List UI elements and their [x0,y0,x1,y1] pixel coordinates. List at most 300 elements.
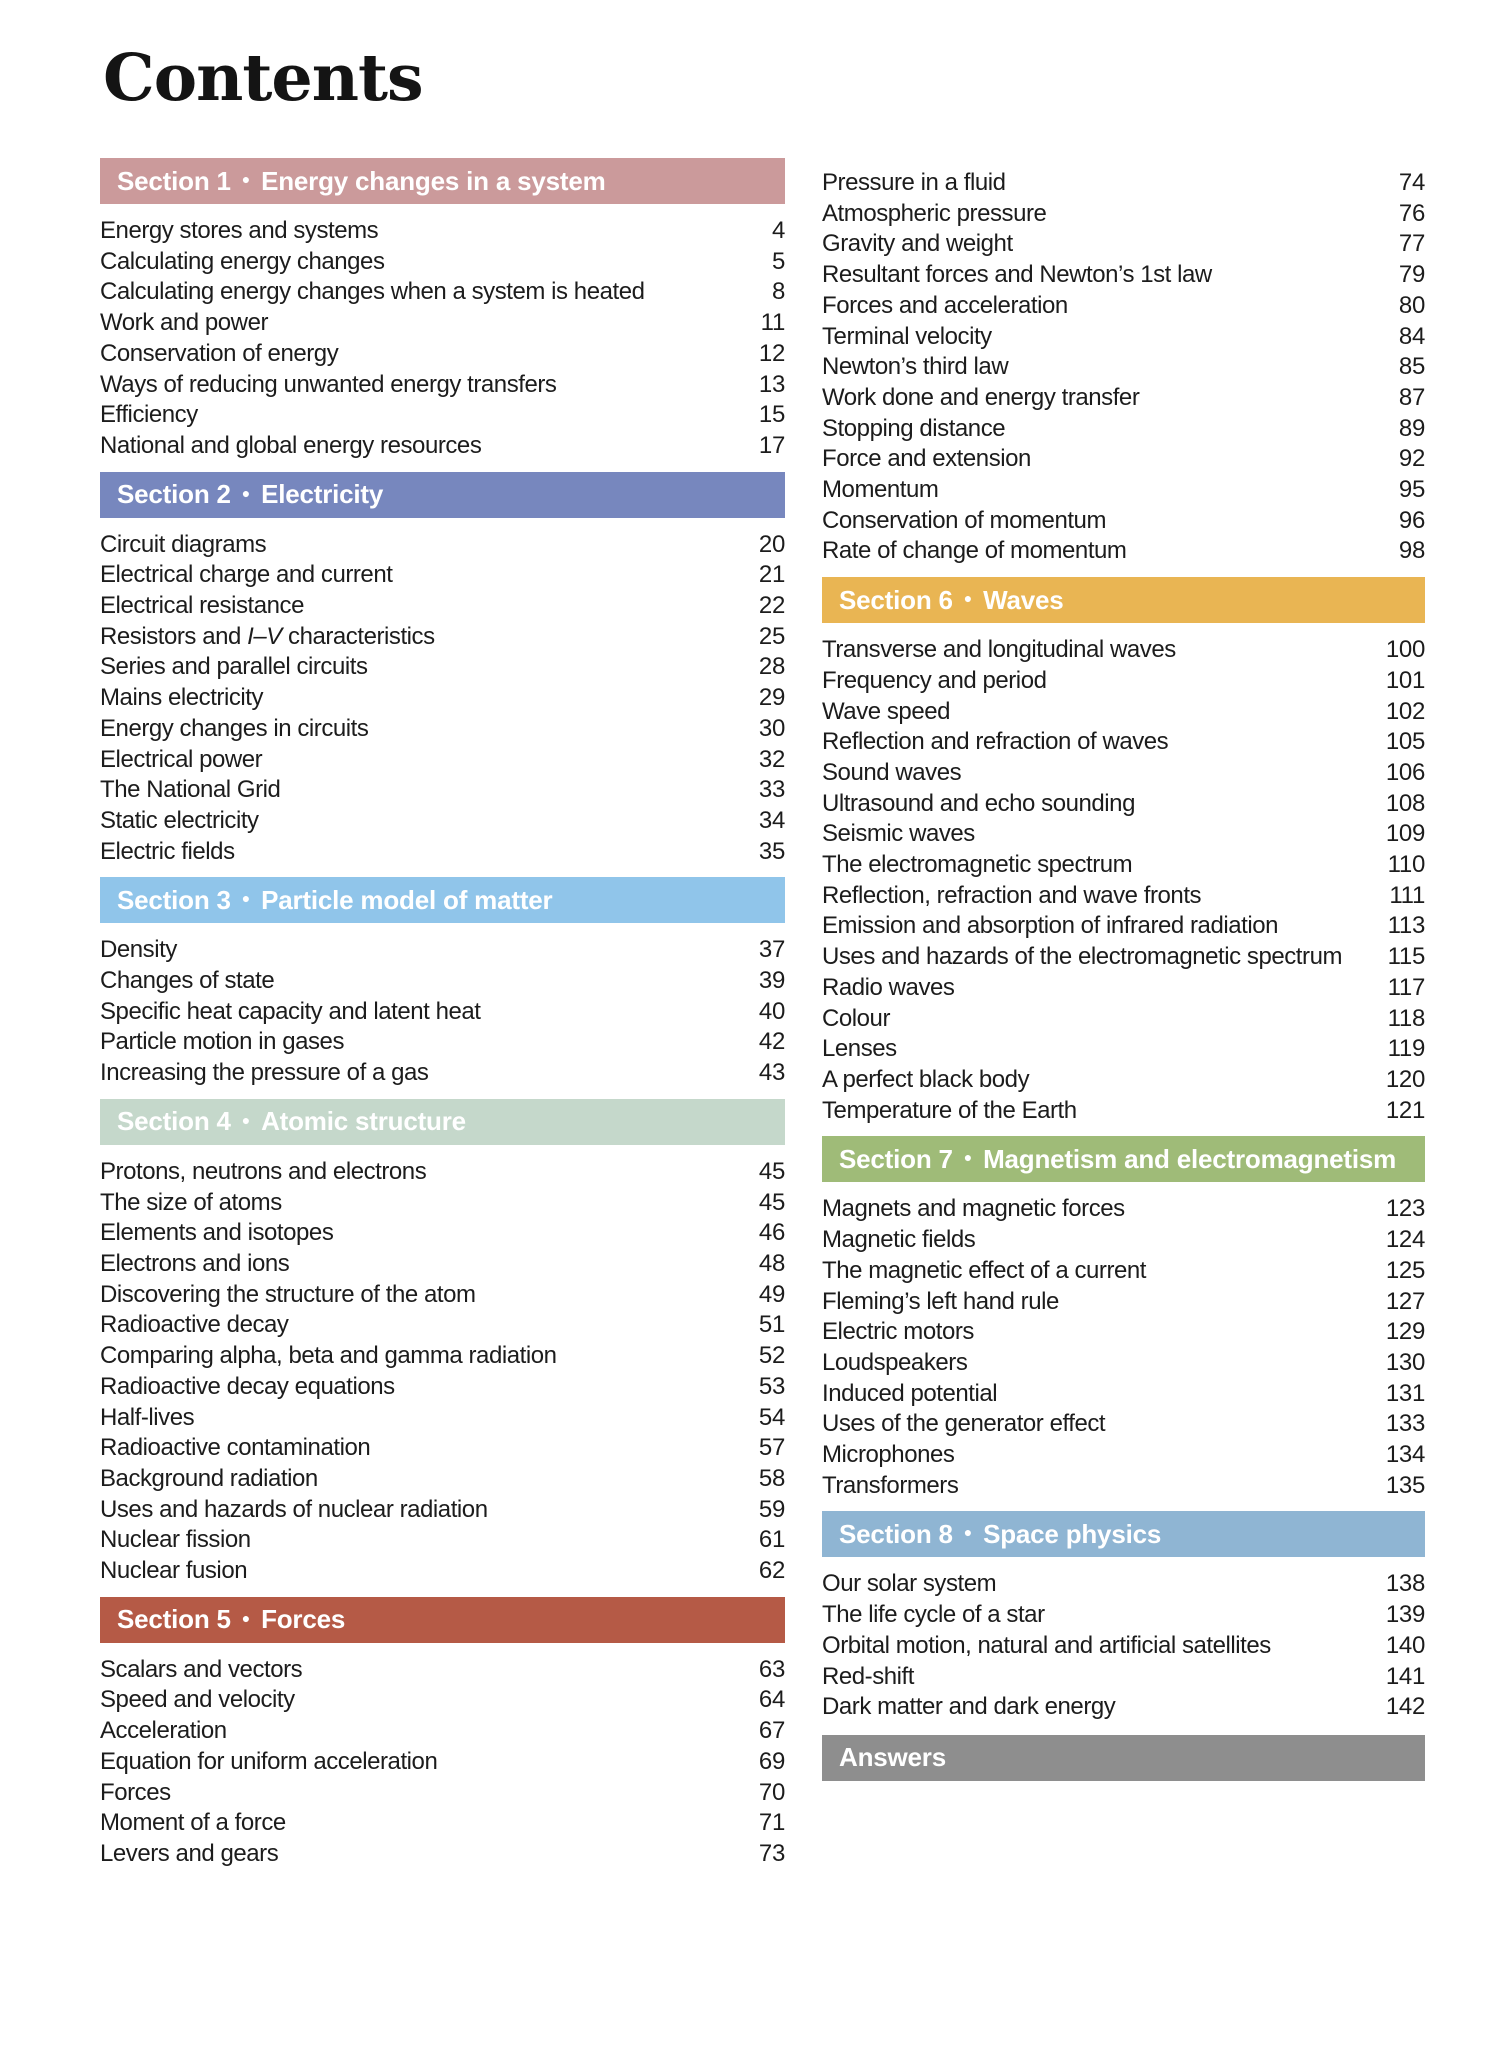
entry-page-number: 53 [758,1372,785,1400]
toc-entry-row [100,1556,785,1587]
toc-entry-row [100,714,785,745]
toc-entry-row [100,1433,785,1464]
section-header [822,1136,1425,1182]
entry-label: Forces [100,1778,171,1806]
entry-label: Work done and energy transfer [822,383,1140,411]
entry-page-number: 73 [758,1839,785,1867]
entry-label: Induced potential [822,1379,998,1407]
entry-page-number: 4 [771,217,785,244]
entry-label: Half-lives [100,1403,195,1431]
toc-section [822,1511,1425,1723]
entry-label: Radioactive decay equations [100,1372,395,1400]
entry-page-number: 45 [758,1188,785,1216]
entry-label: Conservation of momentum [822,506,1106,534]
entry-label: Calculating energy changes when a system is heated [100,278,645,306]
entry-page-number: 63 [758,1655,785,1683]
section-label: Section 6 [839,584,953,615]
toc-entry-row [822,1440,1425,1471]
section-name: Space physics [983,1518,1162,1549]
section-name: Energy changes in a system [261,165,606,196]
entry-page-number: 118 [1387,1004,1425,1032]
toc-entry-row [100,1188,785,1219]
section-entries [100,216,785,462]
toc-entry-row [822,727,1425,758]
toc-entry-row [822,1256,1425,1287]
toc-entry-row [100,370,785,401]
entry-page-number: 125 [1385,1256,1425,1284]
entry-label: Acceleration [100,1717,227,1745]
entry-page-number: 98 [1398,537,1425,565]
toc-entry-row [100,1403,785,1434]
toc-entry-row [822,291,1425,322]
toc-entry-row [822,1034,1425,1065]
entry-page-number: 113 [1387,912,1425,940]
entry-page-number: 30 [758,714,785,742]
section-entries [100,1157,785,1587]
entry-page-number: 12 [758,339,785,367]
section-label: Section 7 [839,1143,953,1174]
toc-section [100,472,785,868]
entry-page-number: 76 [1398,199,1425,227]
entry-page-number: 29 [758,684,785,712]
entry-page-number: 124 [1385,1226,1425,1254]
section-name: Waves [983,584,1064,615]
section-entries [100,530,785,868]
left-column [100,158,785,1870]
toc-entry-row [100,1218,785,1249]
bullet-icon: ● [963,1149,973,1166]
toc-entry-row [100,400,785,431]
entry-page-number: 79 [1398,261,1425,289]
section-label: Section 5 [117,1604,231,1635]
entry-label: Terminal velocity [822,322,992,350]
right-column [822,168,1425,1793]
section-header [100,1597,785,1643]
entry-label: Resistors and I–V characteristics [100,622,435,650]
entry-label: Orbital motion, natural and artificial satellites [822,1631,1271,1659]
toc-entry-row [100,1027,785,1058]
entry-page-number: 11 [760,309,785,337]
entry-label: Temperature of the Earth [822,1096,1077,1124]
entry-page-number: 120 [1385,1065,1425,1093]
entry-page-number: 32 [758,745,785,773]
toc-entry-row [100,216,785,247]
page-title: Contents [103,40,423,116]
entry-label: Energy stores and systems [100,217,379,244]
section-header [822,577,1425,623]
toc-entry-row [100,1716,785,1747]
toc-entry-row [822,1379,1425,1410]
entry-label: Dark matter and dark energy [822,1693,1116,1721]
entry-page-number: 139 [1385,1601,1425,1629]
bullet-icon: ● [241,890,251,907]
entry-label: Resultant forces and Newton’s 1st law [822,261,1212,289]
toc-entry-row [100,1685,785,1716]
section-entries [100,935,785,1089]
toc-section [822,1136,1425,1501]
entry-page-number: 141 [1385,1662,1425,1690]
entry-page-number: 37 [758,936,785,964]
section-label: Section 3 [117,884,231,915]
toc-entry-row [822,229,1425,260]
toc-entry-row [100,1058,785,1089]
entry-label: Uses and hazards of nuclear radiation [100,1495,488,1523]
toc-entry-row [100,935,785,966]
entry-label: Calculating energy changes [100,247,385,275]
toc-entry-row [100,560,785,591]
entry-label: Force and extension [822,445,1031,473]
section-name: Magnetism and electromagnetism [983,1143,1397,1174]
toc-entry-row [822,1631,1425,1662]
entry-label: The magnetic effect of a current [822,1256,1147,1284]
entry-label: Radioactive contamination [100,1434,371,1462]
entry-page-number: 129 [1385,1318,1425,1346]
section-label: Section 4 [117,1106,231,1137]
entry-label: Scalars and vectors [100,1655,303,1683]
entry-label: Radio waves [822,973,955,1001]
entry-label: Wave speed [822,697,951,725]
entry-label: Magnetic fields [822,1226,976,1254]
entry-label: Transformers [822,1471,959,1499]
entry-label: Energy changes in circuits [100,714,369,742]
entry-page-number: 43 [758,1059,785,1087]
entry-label: Density [100,936,177,964]
entry-label: Loudspeakers [822,1348,968,1376]
entry-page-number: 84 [1398,322,1425,350]
toc-entry-row [822,758,1425,789]
entry-page-number: 138 [1385,1570,1425,1598]
toc-entry-row [822,1004,1425,1035]
entry-page-number: 80 [1398,291,1425,319]
toc-entry-row [100,277,785,308]
entry-label: Series and parallel circuits [100,653,368,681]
toc-entry-row [822,1409,1425,1440]
entry-page-number: 77 [1398,230,1425,258]
entry-label: Electrical charge and current [100,561,393,589]
toc-entry-row [822,635,1425,666]
toc-section [100,877,785,1089]
entry-page-number: 105 [1385,728,1425,756]
toc-entry-row [100,1280,785,1311]
entry-page-number: 111 [1389,881,1425,909]
entry-label: Seismic waves [822,820,975,848]
toc-entry-row [822,1225,1425,1256]
toc-entry-row [100,837,785,868]
toc-entry-row [822,168,1425,199]
section-entries [822,635,1425,1126]
entry-page-number: 85 [1398,353,1425,381]
toc-entry-row [822,1692,1425,1723]
answers-label: Answers [839,1742,946,1773]
entry-label: Electric motors [822,1318,974,1346]
entry-label: National and global energy resources [100,431,482,459]
answers-header [822,1735,1425,1781]
toc-entry-row [100,339,785,370]
entry-page-number: 42 [758,1028,785,1056]
entry-label: Mains electricity [100,684,264,712]
toc-entry-row [100,1495,785,1526]
entry-page-number: 34 [758,806,785,834]
toc-entry-row [100,966,785,997]
toc-section [100,1099,785,1587]
entry-label: Uses and hazards of the electromagnetic spectrum [822,943,1343,971]
toc-entry-row [100,1310,785,1341]
section-name: Forces [261,1604,346,1635]
toc-entry-row [100,530,785,561]
entry-label: Nuclear fusion [100,1557,248,1585]
entry-label: Electric fields [100,837,235,865]
entry-page-number: 102 [1385,697,1425,725]
toc-entry-row [100,652,785,683]
forces-continued-entries [822,168,1425,567]
entry-label: Uses of the generator effect [822,1410,1106,1438]
toc-entry-row [100,247,785,278]
toc-entry-row [822,881,1425,912]
toc-entry-row [822,973,1425,1004]
entry-page-number: 71 [758,1809,785,1837]
toc-entry-row [100,1778,785,1809]
entry-label: Emission and absorption of infrared radiation [822,912,1279,940]
entry-page-number: 13 [758,370,785,398]
section-label: Section 1 [117,165,231,196]
toc-entry-row [822,352,1425,383]
section-entries [822,1569,1425,1723]
section-label: Section 8 [839,1518,953,1549]
toc-entry-row [100,1341,785,1372]
toc-entry-row [822,911,1425,942]
entry-page-number: 142 [1385,1693,1425,1721]
entry-label: Transverse and longitudinal waves [822,636,1176,664]
entry-label: Electrical power [100,745,263,773]
entry-label: Comparing alpha, beta and gamma radiation [100,1342,557,1370]
bullet-icon: ● [241,1111,251,1128]
entry-page-number: 22 [758,592,785,620]
entry-page-number: 64 [758,1686,785,1714]
entry-page-number: 40 [758,997,785,1025]
bullet-icon: ● [241,484,251,501]
toc-entry-row [100,431,785,462]
entry-label: Ways of reducing unwanted energy transfers [100,370,557,398]
entry-page-number: 130 [1385,1348,1425,1376]
toc-entry-row [822,1348,1425,1379]
entry-page-number: 33 [758,776,785,804]
toc-entry-row [822,536,1425,567]
entry-label: Equation for uniform acceleration [100,1747,438,1775]
toc-section [100,158,785,462]
toc-entry-row [822,942,1425,973]
entry-label: Atmospheric pressure [822,199,1047,227]
entry-page-number: 123 [1385,1195,1425,1223]
section-label: Section 2 [117,479,231,510]
entry-label: Sound waves [822,758,962,786]
toc-entry-row [822,789,1425,820]
section-header [100,158,785,204]
entry-label: Stopping distance [822,414,1006,442]
entry-page-number: 115 [1387,943,1425,971]
entry-page-number: 133 [1385,1410,1425,1438]
toc-entry-row [100,591,785,622]
entry-page-number: 109 [1385,820,1425,848]
entry-label: Electrical resistance [100,592,304,620]
toc-entry-row [100,1655,785,1686]
entry-page-number: 95 [1398,476,1425,504]
entry-label: The life cycle of a star [822,1601,1045,1629]
entry-page-number: 57 [758,1434,785,1462]
entry-label: Changes of state [100,967,275,995]
toc-entry-row [822,1662,1425,1693]
entry-page-number: 8 [771,278,785,306]
toc-entry-row [100,745,785,776]
toc-entry-row [822,475,1425,506]
entry-label: Work and power [100,309,269,337]
section-entries [822,1194,1425,1501]
toc-entry-row [822,506,1425,537]
entry-page-number: 121 [1385,1096,1425,1124]
entry-label: Radioactive decay [100,1311,289,1339]
toc-entry-row [822,666,1425,697]
entry-label: Levers and gears [100,1839,279,1867]
entry-page-number: 110 [1387,851,1425,879]
entry-label: Reflection, refraction and wave fronts [822,881,1202,909]
toc-entry-row [822,260,1425,291]
entry-label: Fleming’s left hand rule [822,1287,1059,1315]
toc-entry-row [822,1065,1425,1096]
entry-page-number: 100 [1385,636,1425,664]
toc-entry-row [822,1569,1425,1600]
entry-page-number: 5 [771,247,785,275]
entry-label: Efficiency [100,401,198,429]
toc-entry-row [822,1600,1425,1631]
entry-page-number: 35 [758,837,785,865]
entry-page-number: 62 [758,1557,785,1585]
entry-label: Elements and isotopes [100,1219,334,1247]
entry-page-number: 59 [758,1495,785,1523]
entry-page-number: 46 [758,1219,785,1247]
toc-entry-row [822,322,1425,353]
toc-entry-row [100,806,785,837]
entry-page-number: 61 [758,1526,785,1554]
entry-label: Static electricity [100,806,259,834]
entry-label: Frequency and period [822,666,1047,694]
entry-page-number: 49 [758,1280,785,1308]
entry-label: Newton’s third law [822,353,1009,381]
entry-label: Our solar system [822,1570,997,1598]
section-header [100,877,785,923]
entry-page-number: 96 [1398,506,1425,534]
entry-label: Increasing the pressure of a gas [100,1059,429,1087]
entry-page-number: 119 [1387,1035,1425,1063]
section-entries [100,1655,785,1870]
toc-entry-row [822,444,1425,475]
entry-label: Ultrasound and echo sounding [822,789,1135,817]
entry-page-number: 51 [758,1311,785,1339]
toc-entry-row [822,1471,1425,1502]
toc-entry-row [100,1747,785,1778]
toc-entry-row [100,997,785,1028]
entry-page-number: 54 [758,1403,785,1431]
entry-label: The National Grid [100,776,281,804]
toc-entry-row [822,1317,1425,1348]
entry-label: Pressure in a fluid [822,169,1006,196]
entry-page-number: 108 [1385,789,1425,817]
entry-page-number: 134 [1385,1441,1425,1469]
toc-entry-row [822,1096,1425,1127]
entry-label: A perfect black body [822,1065,1030,1093]
toc-entry-row [100,1525,785,1556]
entry-label: Moment of a force [100,1809,286,1837]
entry-page-number: 92 [1398,445,1425,473]
entry-label: Background radiation [100,1464,318,1492]
entry-page-number: 21 [758,561,785,589]
toc-entry-row [100,1839,785,1870]
entry-label: Protons, neutrons and electrons [100,1157,427,1185]
toc-entry-row [100,308,785,339]
entry-page-number: 89 [1398,414,1425,442]
toc-entry-row [822,383,1425,414]
entry-page-number: 58 [758,1464,785,1492]
toc-entry-row [100,775,785,806]
toc-entry-row [100,622,785,653]
entry-label: Circuit diagrams [100,530,267,558]
entry-label: Red-shift [822,1662,914,1690]
entry-page-number: 15 [758,401,785,429]
entry-label: The electromagnetic spectrum [822,851,1133,879]
entry-label: Specific heat capacity and latent heat [100,997,481,1025]
entry-label: Microphones [822,1441,955,1469]
entry-page-number: 140 [1385,1631,1425,1659]
bullet-icon: ● [241,1609,251,1626]
entry-label: Electrons and ions [100,1249,290,1277]
toc-entry-row [100,1464,785,1495]
entry-page-number: 70 [758,1778,785,1806]
toc-entry-row [822,414,1425,445]
entry-label: Magnets and magnetic forces [822,1195,1125,1223]
toc-entry-row [822,697,1425,728]
entry-page-number: 67 [758,1717,785,1745]
toc-entry-row [100,1372,785,1403]
toc-entry-row [100,1249,785,1280]
entry-label: Discovering the structure of the atom [100,1280,476,1308]
entry-label: Nuclear fission [100,1526,251,1554]
entry-page-number: 74 [1398,169,1425,196]
toc-entry-row [822,1287,1425,1318]
entry-page-number: 106 [1385,758,1425,786]
section-header [100,472,785,518]
entry-page-number: 25 [758,622,785,650]
entry-page-number: 20 [758,530,785,558]
entry-label: Rate of change of momentum [822,537,1127,565]
entry-page-number: 131 [1385,1379,1425,1407]
entry-page-number: 28 [758,653,785,681]
entry-label: Reflection and refraction of waves [822,728,1169,756]
section-name: Particle model of matter [261,884,553,915]
entry-page-number: 17 [758,431,785,459]
entry-page-number: 45 [758,1157,785,1185]
toc-entry-row [822,819,1425,850]
entry-label: Colour [822,1004,890,1032]
toc-section [100,1597,785,1870]
entry-label: Lenses [822,1035,897,1063]
entry-label: Momentum [822,476,939,504]
section-name: Atomic structure [261,1106,466,1137]
toc-entry-row [822,199,1425,230]
entry-label: Conservation of energy [100,339,339,367]
entry-page-number: 127 [1385,1287,1425,1315]
entry-page-number: 39 [758,967,785,995]
entry-label: Speed and velocity [100,1686,295,1714]
toc-entry-row [822,1194,1425,1225]
bullet-icon: ● [963,1524,973,1541]
